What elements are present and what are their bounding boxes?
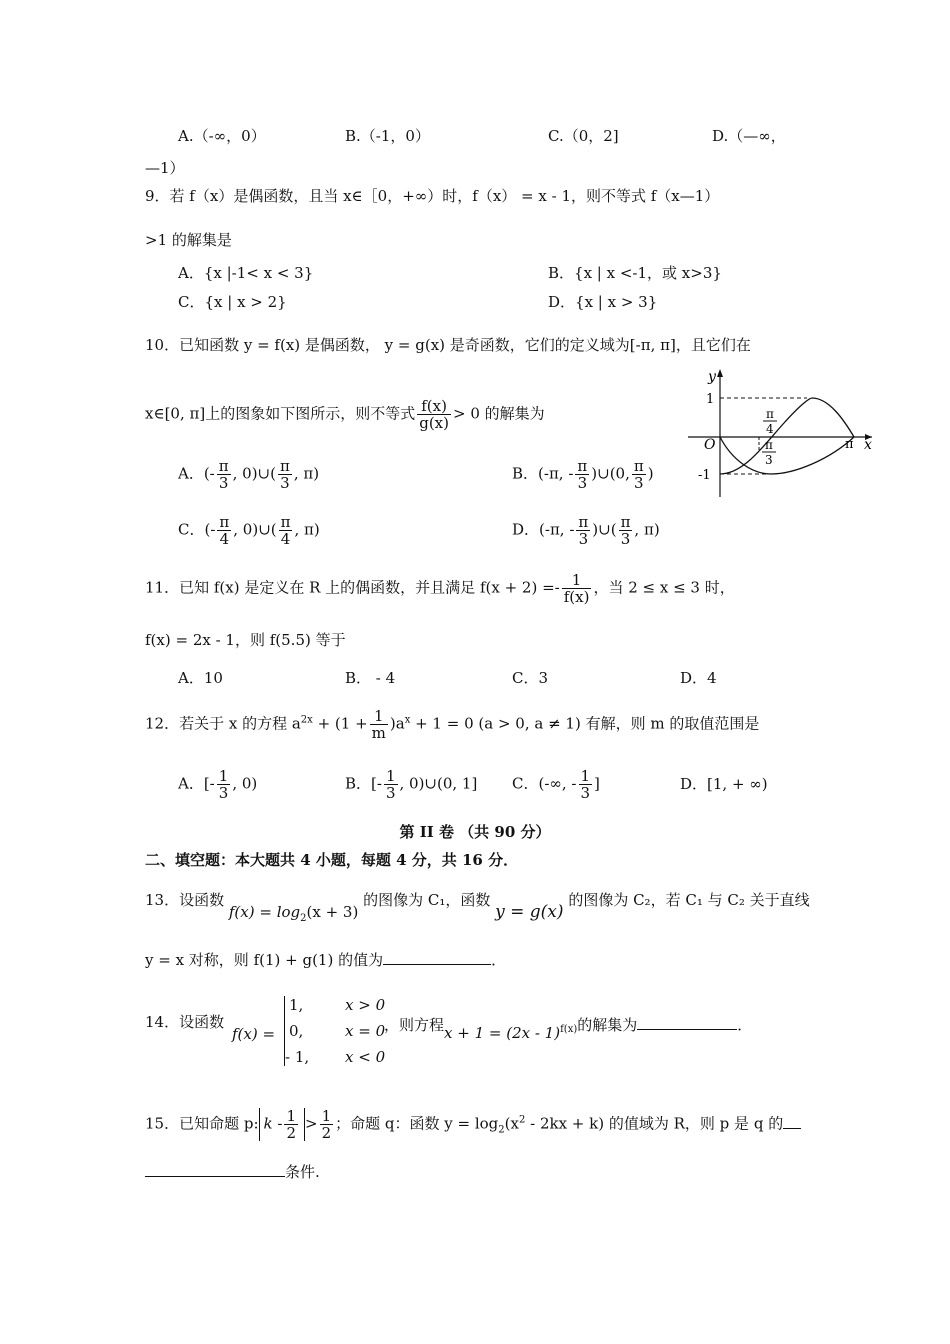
q13-mid: 的图像为 C₁，函数 — [363, 891, 491, 909]
origin-label: O — [704, 437, 716, 453]
q14-mid: ，则方程 — [384, 1016, 445, 1034]
q11-stem1-pre: 11．已知 f(x) 是定义在 R 上的偶函数，并且满足 f(x + 2) =- — [145, 578, 560, 597]
q12-b-d: 3 — [385, 784, 396, 802]
q15-sub: 2 — [498, 1124, 505, 1136]
q15-abs-pre: k - — [263, 1114, 283, 1133]
q15-abs-n: 1 — [286, 1107, 296, 1125]
q12-b-pre: B．[- — [345, 774, 382, 793]
q11-option-d: D．4 — [680, 669, 717, 687]
q10-option-b — [512, 458, 654, 491]
q15-mid2: (x — [504, 1114, 519, 1133]
q10-b-post: ) — [647, 464, 654, 483]
tick-neg1: -1 — [698, 468, 711, 483]
q14-stem-pre: 14．设函数 — [145, 1013, 225, 1031]
q12-a-frac — [217, 768, 231, 801]
q9-option-d: D．{x | x > 3} — [548, 293, 658, 311]
q9-option-c: C．{x | x > 2} — [178, 293, 287, 311]
q10-d-n1: π — [578, 513, 589, 531]
q13-func-post: (x + 3) — [306, 903, 359, 921]
q12-option-c — [512, 768, 600, 801]
q10-function-graph — [684, 365, 879, 500]
q12-a-d: 3 — [218, 784, 229, 802]
q14-case1-value: 1, — [289, 996, 304, 1014]
q12-sup2: x — [404, 714, 411, 726]
q15-post: - 2kx + k) 的值域为 R，则 p 是 q 的 — [525, 1114, 784, 1133]
q10-stem-line2-post: > 0 的解集为 — [452, 404, 545, 423]
q10-d-mid: )∪( — [592, 520, 617, 539]
q11-fraction — [562, 572, 592, 605]
q10-c-d2: 4 — [280, 530, 291, 548]
q14-case1-cond: x > 0 — [345, 996, 386, 1014]
q15-stem-line2 — [145, 1162, 320, 1182]
q15-mid: ；命题 q：函数 y = log — [335, 1114, 499, 1133]
q12-stem-mid2: )a — [389, 714, 405, 733]
q15-stem-pre: 15．已知命题 p: — [145, 1114, 259, 1133]
q12-b-n: 1 — [385, 767, 396, 785]
q10-option-d — [512, 514, 660, 547]
q11-option-c: C．3 — [512, 669, 549, 687]
q13-func — [228, 903, 359, 924]
q12-stem-pre: 12．若关于 x 的方程 a — [145, 714, 301, 733]
q10-d-frac1 — [576, 514, 590, 547]
q14-equation — [444, 1024, 577, 1042]
q9-stem-line1: 9．若 f（x）是偶函数，且当 x∈［0，+∞）时，f（x） = x - 1，则不等式 f（x—1） — [145, 187, 720, 205]
q13-line2-post: ． — [491, 951, 507, 969]
tick-pi3-num: π — [765, 438, 773, 452]
q11-frac-den: f(x) — [563, 588, 590, 606]
x-axis-label: x — [864, 437, 872, 453]
q11-option-a: A．10 — [178, 669, 223, 687]
q13-func-sub: 2 — [300, 913, 307, 924]
q11-frac-num: 1 — [562, 572, 592, 589]
q10-b-frac2 — [632, 458, 646, 491]
q15-sup: 2 — [518, 1114, 526, 1126]
q10-d-frac2 — [619, 514, 633, 547]
q9-stem-line2: >1 的解集是 — [145, 231, 232, 249]
q12-c-pre: C．(-∞, - — [512, 774, 577, 793]
q10-d-d2: 3 — [620, 530, 631, 548]
q14-case2-cond: x = 0 — [345, 1022, 386, 1040]
curve-g — [720, 437, 854, 474]
q15-abs-frac — [284, 1108, 298, 1141]
q10-a-frac1 — [217, 458, 231, 491]
q12-fraction — [370, 708, 388, 741]
q12-option-d: D．[1, + ∞) — [680, 775, 768, 793]
q14-fx: f(x) = — [232, 1025, 276, 1043]
q12-stem — [145, 708, 759, 741]
q10-a-n1: π — [218, 457, 229, 475]
q10-b-n1: π — [577, 457, 588, 475]
q11-stem-line2: f(x) = 2x - 1，则 f(5.5) 等于 — [145, 631, 346, 649]
q10-d-n2: π — [620, 513, 631, 531]
q10-b-frac1 — [575, 458, 589, 491]
q10-b-pre: B．(-π, - — [512, 464, 574, 483]
q15-rhs-d: 2 — [321, 1124, 332, 1142]
q14-end: ． — [737, 1016, 753, 1034]
q14-case3-value: - 1, — [285, 1048, 310, 1066]
q10-c-frac1 — [217, 514, 231, 547]
q14-post: 的解集为 — [577, 1016, 638, 1034]
q15-gt: > — [305, 1114, 318, 1133]
q12-a-pre: A．[- — [178, 774, 215, 793]
q12-b-post: , 0)∪(0, 1] — [399, 774, 478, 793]
part2-title: 第 II 卷 （共 90 分） — [399, 823, 551, 841]
q8-option-d: D.（—∞， — [712, 127, 786, 145]
q13-stem-pre: 13．设函数 — [145, 891, 225, 909]
q10-a-mid: , 0)∪( — [232, 464, 276, 483]
q12-stem-mid1: + (1 + — [312, 714, 368, 733]
q14-eq-sup: f(x) — [560, 1024, 578, 1035]
q10-c-mid: , 0)∪( — [233, 520, 277, 539]
q14-eq-pre: x + 1 = (2x - 1) — [444, 1024, 561, 1042]
q10-stem-line1: 10．已知函数 y = f(x) 是偶函数， y = g(x) 是奇函数，它们的定义域为[-π, π]，且它们在 — [145, 336, 751, 354]
q13-g: y = g(x) — [495, 902, 564, 922]
q10-d-post: , π) — [634, 520, 660, 539]
q14-case3-cond: x < 0 — [345, 1048, 386, 1066]
q10-d-d1: 3 — [578, 530, 589, 548]
q10-a-post: , π) — [293, 464, 320, 483]
q12-sup1: 2x — [300, 714, 313, 726]
q13-answer-blank[interactable] — [383, 964, 491, 965]
q15-abs-d: 2 — [286, 1124, 296, 1142]
q10-a-frac2 — [278, 458, 292, 491]
y-axis-label: y — [708, 369, 716, 385]
q8-option-d-continued: —1） — [145, 159, 185, 177]
q15-stem-line1 — [145, 1108, 801, 1141]
q13-stem-line2 — [145, 950, 506, 970]
tick-pi4-num: π — [766, 407, 774, 421]
y-axis-arrow-icon — [717, 369, 723, 377]
q12-frac-num: 1 — [370, 708, 388, 725]
q15-answer-blank-start[interactable] — [783, 1128, 801, 1129]
q10-c-n2: π — [280, 513, 291, 531]
q14-answer-blank[interactable] — [637, 1029, 737, 1030]
q12-c-n: 1 — [580, 767, 591, 785]
q10-a-n2: π — [279, 457, 290, 475]
q10-a-d2: 3 — [280, 474, 290, 492]
q10-inequality-fraction — [417, 398, 451, 431]
q11-option-b: B． - 4 — [345, 669, 396, 687]
tick-pi4-den: 4 — [766, 422, 774, 436]
tick-pi3-den: 3 — [765, 453, 773, 467]
q10-frac-num: f(x) — [417, 398, 451, 415]
q15-answer-blank[interactable] — [145, 1176, 285, 1177]
q15-rhs-n: 1 — [321, 1107, 332, 1125]
q10-d-pre: D．(-π, - — [512, 520, 575, 539]
q13-stem-line1 — [145, 890, 810, 924]
q10-frac-den: g(x) — [419, 414, 449, 432]
q13-func-text: f(x) = log — [228, 903, 301, 921]
q10-c-post: , π) — [294, 520, 320, 539]
q10-stem-line2-pre: x∈[0, π]上的图象如下图所示，则不等式 — [145, 404, 416, 423]
q8-option-b: B.（-1，0） — [345, 127, 430, 145]
q10-a-d1: 3 — [218, 474, 229, 492]
q8-option-a: A.（-∞，0） — [178, 127, 266, 145]
q8-option-c: C.（0，2] — [548, 127, 619, 145]
q10-stem-line2 — [145, 398, 545, 431]
section-heading: 二、填空题：本大题共 4 小题，每题 4 分，共 16 分． — [145, 851, 519, 869]
q12-b-frac — [384, 768, 398, 801]
q11-stem-line1 — [145, 572, 735, 605]
q12-option-b — [345, 768, 477, 801]
q10-a-pre: A．(- — [178, 464, 215, 483]
q9-option-a: A．{x |-1< x < 3} — [178, 264, 314, 282]
q10-b-d2: 3 — [634, 474, 644, 492]
q12-a-post: , 0) — [232, 774, 258, 793]
q10-c-d1: 4 — [219, 530, 230, 548]
q11-stem1-post: ，当 2 ≤ x ≤ 3 时， — [593, 578, 735, 597]
q15-rhs-frac — [320, 1108, 334, 1141]
q12-a-n: 1 — [218, 767, 229, 785]
q10-c-pre: C．(- — [178, 520, 216, 539]
q14-case2-value: 0, — [289, 1022, 304, 1040]
q14-stem-rest — [384, 1012, 753, 1042]
q10-c-frac2 — [279, 514, 293, 547]
q10-option-c — [178, 514, 320, 547]
tick-1: 1 — [706, 392, 715, 407]
q12-c-d: 3 — [580, 784, 591, 802]
tick-pi: π — [845, 437, 854, 452]
q10-b-d1: 3 — [577, 474, 588, 492]
q12-c-frac — [579, 768, 593, 801]
q15-line2-post: 条件. — [285, 1163, 320, 1181]
q10-option-a — [178, 458, 319, 491]
q12-frac-den: m — [371, 724, 386, 742]
q10-c-n1: π — [219, 513, 230, 531]
q9-option-b: B．{x | x <-1，或 x>3} — [548, 264, 722, 282]
q10-b-mid: )∪(0, — [591, 464, 630, 483]
q13-line2-pre: y = x 对称，则 f(1) + g(1) 的值为 — [145, 951, 384, 969]
q13-post: 的图像为 C₂，若 C₁ 与 C₂ 关于直线 — [568, 891, 810, 909]
q15-absolute-value — [259, 1108, 305, 1141]
q12-c-post: ] — [594, 774, 600, 793]
q10-b-n2: π — [633, 457, 644, 475]
q12-stem-post: + 1 = 0 (a > 0, a ≠ 1) 有解，则 m 的取值范围是 — [410, 714, 760, 733]
q12-option-a — [178, 768, 257, 801]
